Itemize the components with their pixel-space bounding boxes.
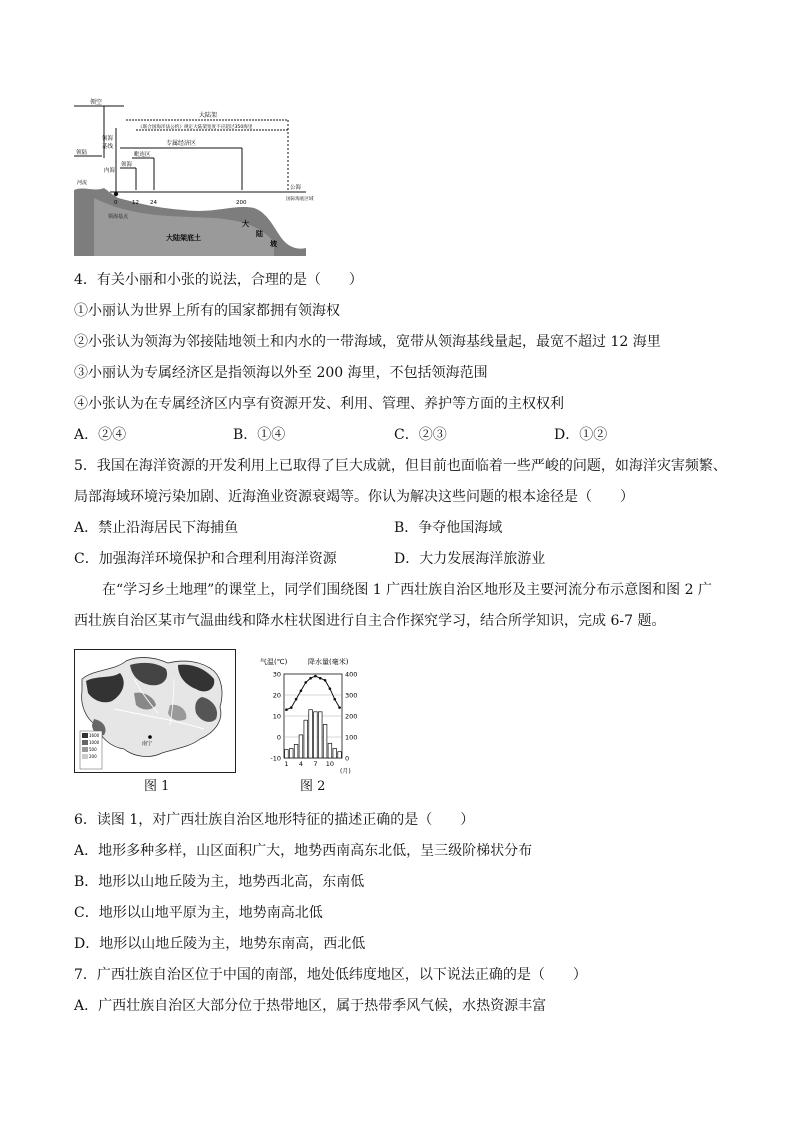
label-inland-water: 内海 [104, 168, 116, 174]
precipitation-bar [338, 752, 342, 758]
q4-option-a[interactable]: A．②④ [74, 427, 127, 443]
label-zero: 0 [114, 200, 118, 206]
q4-statement-3: ③小丽认为专属经济区是指领海以外至 200 海里，不包括领海范围 [74, 365, 488, 381]
label-slope-1: 大 [242, 220, 249, 228]
label-200: 200 [236, 200, 247, 206]
label-slope-3: 坡 [270, 240, 277, 248]
q4-statement-2: ②小张认为领海为邻接陆地领土和内水的一带海域，宽带从领海基线量起，最宽不超过 12 海里 [74, 334, 661, 350]
x-unit-label: (月) [340, 768, 351, 775]
precipitation-bar [318, 712, 322, 758]
q4-stem: 4．有关小丽和小张的说法，合理的是（ ） [74, 272, 363, 288]
precipitation-bar [328, 743, 332, 758]
x-tick-label: 1 [284, 760, 289, 768]
y1-tick-label: 20 [272, 691, 281, 700]
y1-tick-label: 0 [276, 733, 281, 742]
temperature-point [338, 706, 341, 709]
q6-option-a[interactable]: A．地形多种多样，山区面积广大，地势西南高东北低，呈三级阶梯状分布 [74, 843, 533, 859]
precipitation-bar [285, 750, 289, 758]
y2-tick-label: 100 [345, 733, 358, 742]
q7-option-a[interactable]: A．广西壮族自治区大部分位于热带地区，属于热带季风气候，水热资源丰富 [74, 998, 547, 1014]
q6-stem: 6．读图 1，对广西壮族自治区地形特征的描述正确的是（ ） [74, 812, 475, 828]
legend-value-2: 1000 [89, 740, 100, 745]
q4-statement-4: ④小张认为在专属经济区内享有资源开发、利用、管理、养护等方面的主权权利 [74, 396, 564, 412]
label-high-seas: 公海 [290, 185, 302, 191]
label-shelf: 大陆架 [199, 112, 218, 119]
precipitation-bar [294, 744, 298, 758]
temperature-point [324, 679, 327, 682]
label-shelf-note: 《联合国海洋法公约》规定大陆架宽度不应超过350海里 [138, 125, 253, 130]
guangxi-terrain-map [74, 649, 236, 773]
temperature-point [309, 677, 312, 680]
y2-tick-label: 400 [345, 670, 358, 679]
q4-statement-1: ①小丽认为世界上所有的国家都拥有领海权 [74, 303, 340, 319]
temperature-point [295, 698, 298, 701]
q5-option-d[interactable]: D．大力发展海洋旅游业 [394, 551, 546, 567]
q5-stem-1: 5．我国在海洋资源的开发利用上已取得了巨大成就，但目前也面临着一些严峻的问题，如海洋灾害频繁、 [74, 458, 727, 474]
temperature-point [300, 690, 303, 693]
label-contiguous: 毗连区 [134, 152, 151, 158]
y1-tick-label: 10 [272, 712, 281, 721]
label-seabed: 国际海底区域 [286, 197, 314, 202]
temperature-point [290, 706, 293, 709]
q6-option-c[interactable]: C．地形以山地平原为主，地势南高北低 [74, 905, 323, 921]
q5-stem-2: 局部海域环境污染加剧、近海渔业资源衰竭等。你认为解决这些问题的根本途径是（ ） [74, 489, 634, 505]
y1-axis-label: 气温(℃) [260, 658, 288, 666]
label-eez: 专属经济区 [166, 140, 197, 147]
q4-option-d[interactable]: D．①② [554, 427, 608, 443]
temperature-point [304, 681, 307, 684]
legend-value-4: 200 [89, 754, 97, 759]
figure-2-caption: 图 2 [300, 779, 326, 794]
map-city-label: 南宁 [142, 741, 153, 747]
precipitation-bar [323, 724, 327, 758]
legend-value-1: 1600 [89, 733, 100, 738]
intro-line-2: 西壮族自治区某市气温曲线和降水柱状图进行自主合作探究学习，结合所学知识，完成 6-7 题。 [74, 613, 666, 629]
temperature-point [314, 675, 317, 678]
precipitation-bar [333, 749, 337, 758]
temperature-point [285, 708, 288, 711]
label-24: 24 [150, 200, 157, 206]
label-baseline-point: 领海基点 [108, 214, 129, 220]
maritime-zones-diagram [74, 98, 314, 256]
label-baseline-2: 基线 [102, 144, 114, 150]
q6-option-d[interactable]: D．地形以山地丘陵为主，地势东南高，西北低 [74, 936, 366, 952]
temperature-point [319, 677, 322, 680]
q4-option-b[interactable]: B．①④ [233, 427, 286, 443]
label-slope-2: 陆 [256, 230, 263, 238]
precipitation-bar [299, 735, 303, 758]
label-baseline-1: 领海 [102, 136, 114, 142]
precipitation-bar [304, 720, 308, 758]
y2-axis-label: 降水量(毫米) [308, 658, 349, 666]
precipitation-bar [289, 749, 293, 758]
x-tick-label: 10 [325, 760, 335, 768]
q6-option-b[interactable]: B．地形以山地丘陵为主，地势西北高，东南低 [74, 874, 365, 890]
x-tick-label: 4 [298, 760, 303, 768]
x-tick-label: 7 [313, 760, 318, 768]
label-river: 河流 [77, 180, 88, 186]
temperature-line [286, 676, 339, 710]
figure-1-caption: 图 1 [144, 779, 170, 794]
temperature-point [329, 687, 332, 690]
q4-option-c[interactable]: C．②③ [394, 427, 447, 443]
intro-line-1: 在“学习乡土地理”的课堂上，同学们围绕图 1 广西壮族自治区地形及主要河流分布示意图和图 2 广 [102, 582, 712, 598]
q5-option-a[interactable]: A．禁止沿海居民下海捕鱼 [74, 520, 239, 536]
climate-chart [256, 654, 366, 774]
precipitation-bar [314, 712, 318, 758]
q7-stem: 7．广西壮族自治区位于中国的南部，地处低纬度地区，以下说法正确的是（ ） [74, 967, 587, 983]
y1-tick-label: -10 [270, 754, 281, 763]
y2-tick-label: 200 [345, 712, 358, 721]
temperature-point [333, 698, 336, 701]
label-territory: 领陆 [76, 150, 88, 156]
y2-tick-label: 0 [345, 754, 350, 763]
y2-tick-label: 300 [345, 691, 358, 700]
q5-option-c[interactable]: C．加强海洋环境保护和合理利用海洋资源 [74, 551, 337, 567]
q5-option-b[interactable]: B．争夺他国海域 [394, 520, 503, 536]
label-12: 12 [132, 200, 139, 206]
y1-tick-label: 30 [272, 670, 281, 679]
label-shelf-bottom: 大陆架底土 [166, 234, 201, 242]
label-territorial-sea: 领海 [121, 162, 133, 168]
precipitation-bar [309, 710, 313, 758]
legend-value-3: 500 [89, 747, 97, 752]
label-airspace: 领空 [90, 99, 103, 106]
